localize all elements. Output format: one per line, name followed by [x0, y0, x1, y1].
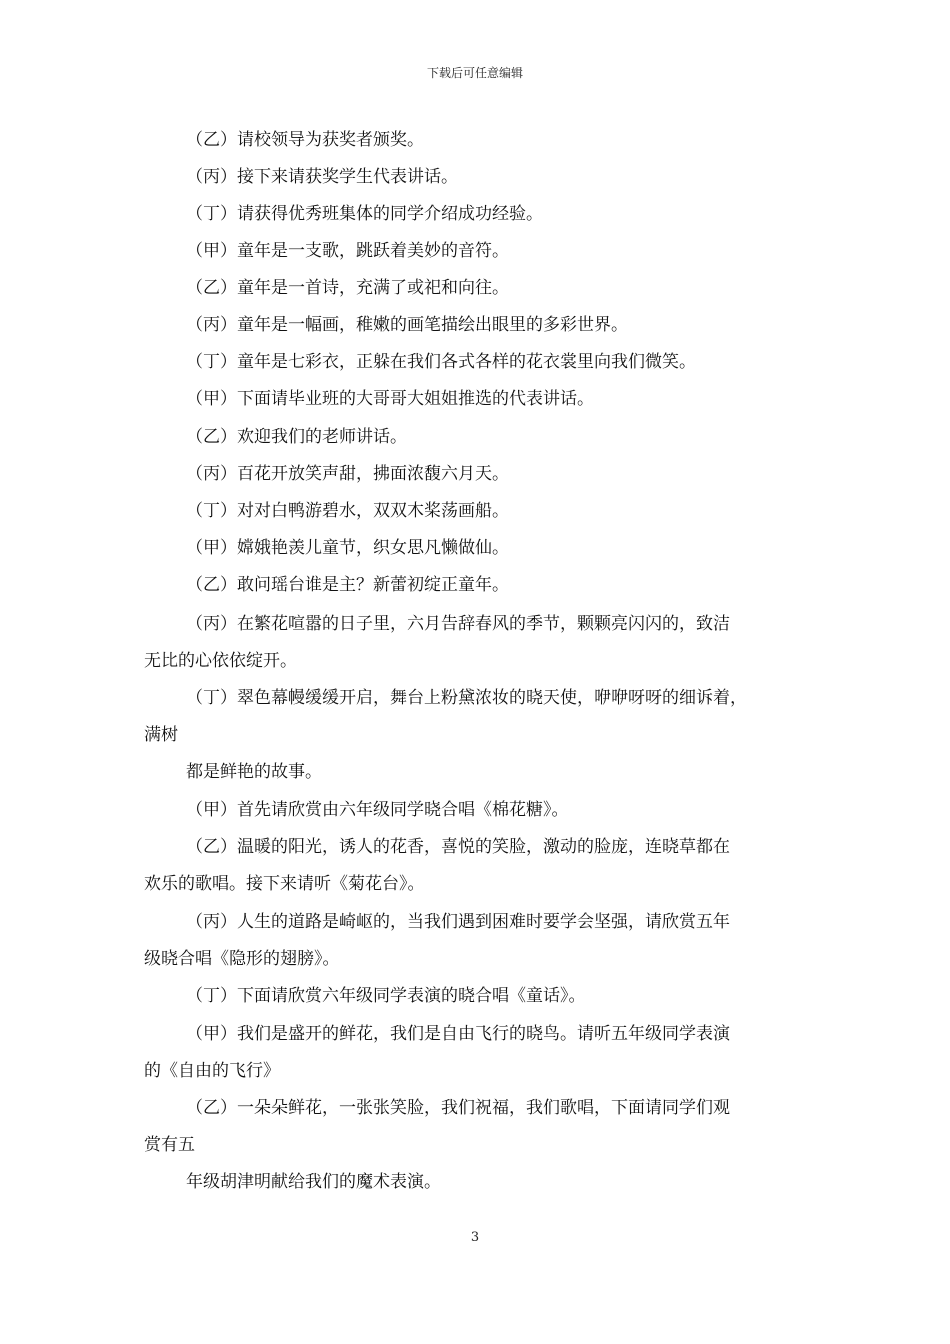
- text-line: 赏有五: [144, 1135, 195, 1155]
- page-header: 下载后可任意编辑: [426, 66, 523, 80]
- text-line: 级晓合唱《隐形的翅膀》。: [144, 949, 340, 969]
- text-line: （乙）温暖的阳光，诱人的花香，喜悦的笑脸，激动的脸庞，连晓草都在: [186, 837, 730, 857]
- text-line: （丁）请获得优秀班集体的同学介绍成功经验。: [186, 204, 543, 224]
- text-line: （丁）对对白鸭游碧水，双双木桨荡画船。: [186, 501, 509, 521]
- text-line: （丁）童年是七彩衣，正躲在我们各式各样的花衣裳里向我们微笑。: [186, 352, 696, 372]
- text-line: （丙）在繁花喧嚣的日子里，六月告辞春风的季节，颗颗亮闪闪的，致洁: [186, 614, 730, 634]
- text-line: （丙）百花开放笑声甜，拂面浓馥六月天。: [186, 464, 509, 484]
- text-line: 都是鲜艳的故事。: [186, 762, 322, 782]
- text-line: （甲）首先请欣赏由六年级同学晓合唱《棉花糖》。: [186, 800, 569, 820]
- text-line: 无比的心依依绽开。: [144, 651, 297, 671]
- text-line: （甲）我们是盛开的鲜花，我们是自由飞行的晓鸟。请听五年级同学表演: [186, 1024, 730, 1044]
- text-line: 满树: [144, 725, 178, 745]
- page-number: 3: [470, 1230, 480, 1245]
- text-line: （丙）接下来请获奖学生代表讲话。: [186, 167, 458, 187]
- text-line: （丙）人生的道路是崎岖的，当我们遇到困难时要学会坚强，请欣赏五年: [186, 912, 730, 932]
- text-line: （甲）童年是一支歌，跳跃着美妙的音符。: [186, 241, 509, 261]
- text-line: （乙）敢问瑶台谁是主？新蕾初绽正童年。: [186, 575, 509, 595]
- text-line: 年级胡津明献给我们的魔术表演。: [186, 1172, 441, 1192]
- text-line: （乙）欢迎我们的老师讲话。: [186, 427, 407, 447]
- text-line: （丁）下面请欣赏六年级同学表演的晓合唱《童话》。: [186, 986, 586, 1006]
- text-line: （丁）翠色幕幔缓缓开启，舞台上粉黛浓妆的晓天使，咿咿呀呀的细诉着，: [186, 688, 747, 708]
- text-line: 欢乐的歌唱。接下来请听《菊花台》。: [144, 874, 425, 894]
- text-line: （丙）童年是一幅画，稚嫩的画笔描绘出眼里的多彩世界。: [186, 315, 628, 335]
- text-line: （乙）童年是一首诗，充满了或祀和向往。: [186, 278, 509, 298]
- text-line: （甲）下面请毕业班的大哥哥大姐姐推选的代表讲话。: [186, 389, 594, 409]
- text-line: （乙）请校领导为获奖者颁奖。: [186, 130, 424, 150]
- text-line: （甲）嫦娥艳羡儿童节，织女思凡懒做仙。: [186, 538, 509, 558]
- text-line: （乙）一朵朵鲜花，一张张笑脸，我们祝福，我们歌唱，下面请同学们观: [186, 1098, 730, 1118]
- text-line: 的《自由的飞行》: [144, 1061, 280, 1081]
